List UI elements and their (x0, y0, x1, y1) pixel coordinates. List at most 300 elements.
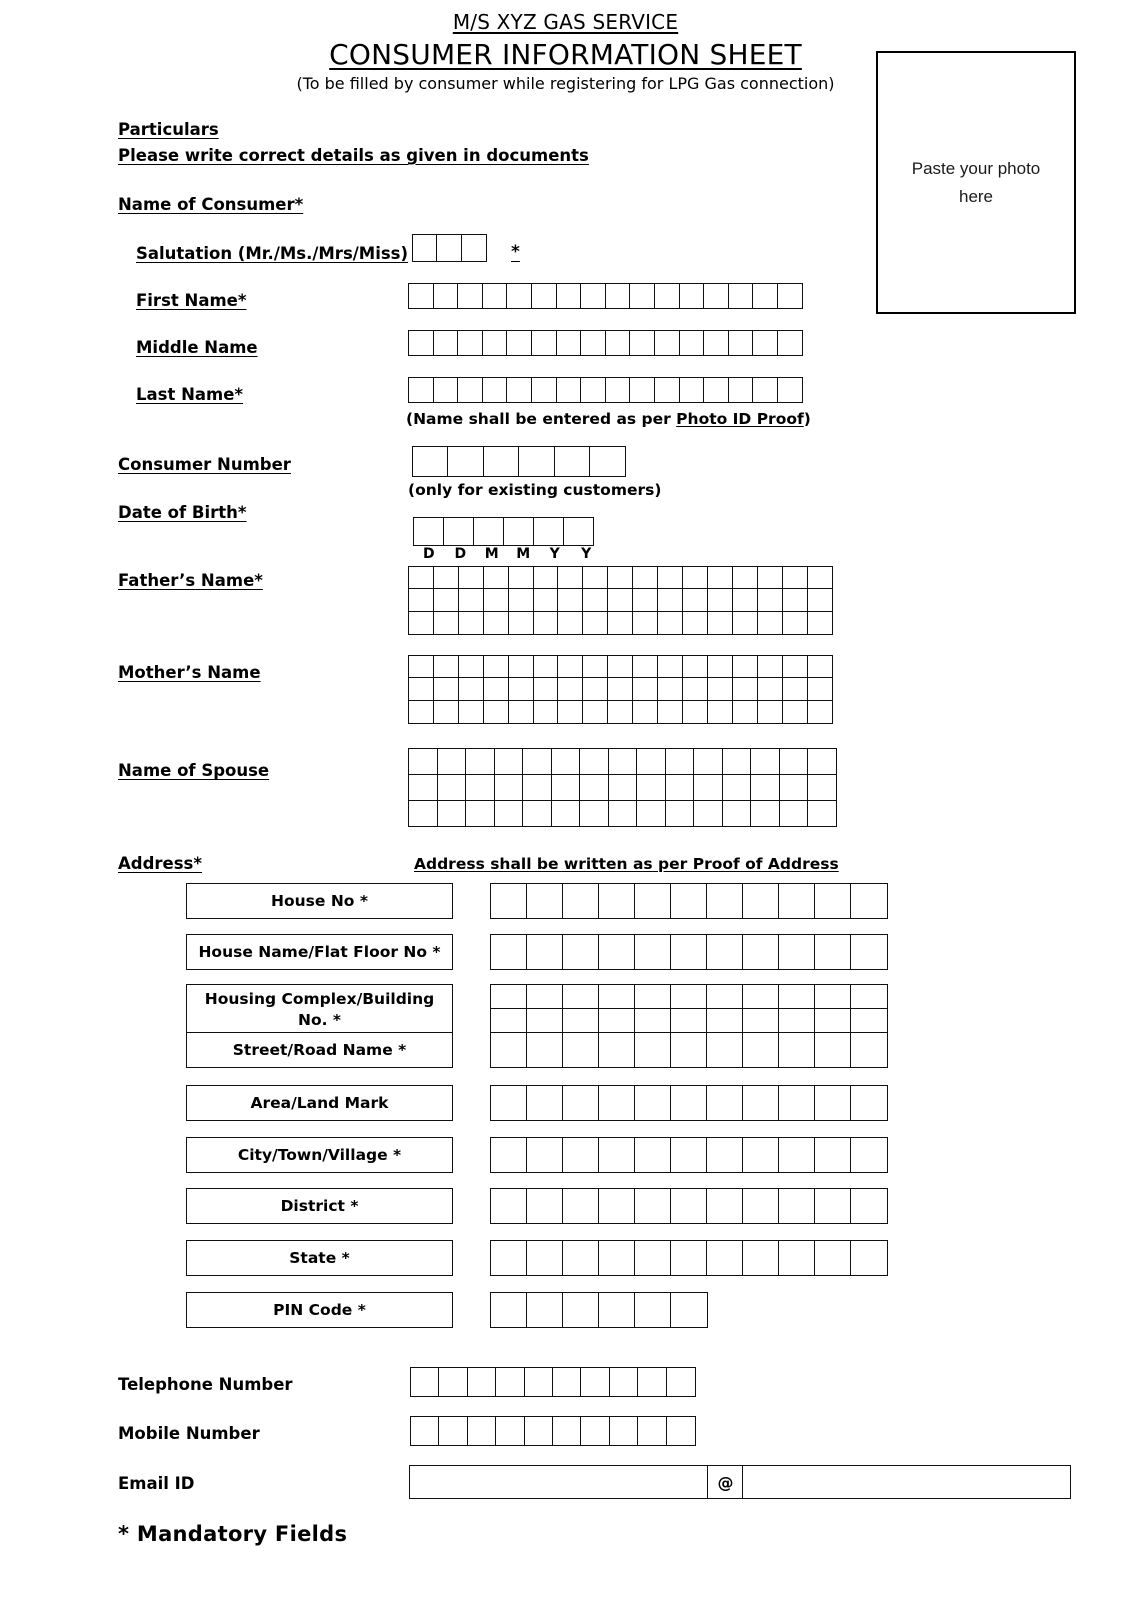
input-cell[interactable] (722, 748, 752, 776)
input-cell[interactable] (607, 677, 634, 701)
input-cell[interactable] (657, 677, 684, 701)
input-cell[interactable] (750, 800, 780, 828)
input-cell[interactable] (657, 588, 684, 612)
input-cell[interactable] (490, 984, 528, 1010)
input-cell[interactable] (490, 1240, 528, 1276)
input-cell[interactable] (413, 517, 445, 546)
date-of-birth-input[interactable] (413, 517, 594, 546)
input-cell[interactable] (579, 774, 609, 802)
input-cell[interactable] (598, 984, 636, 1010)
input-cell[interactable] (634, 1137, 672, 1173)
input-cell[interactable] (752, 330, 778, 356)
input-cell[interactable] (526, 1085, 564, 1121)
input-cell[interactable] (732, 700, 759, 724)
input-cell[interactable] (526, 1032, 564, 1068)
input-cell[interactable] (637, 1367, 667, 1397)
input-cell[interactable] (557, 611, 584, 635)
input-cell[interactable] (483, 677, 510, 701)
input-cell[interactable] (483, 446, 520, 477)
input-cell[interactable] (682, 588, 709, 612)
input-cell[interactable] (508, 677, 535, 701)
input-cell[interactable] (551, 800, 581, 828)
input-cell[interactable] (495, 1367, 525, 1397)
address-field-input[interactable] (490, 883, 888, 919)
input-cell[interactable] (757, 700, 784, 724)
input-cell[interactable] (580, 377, 606, 403)
input-cell[interactable] (506, 330, 532, 356)
input-cell[interactable] (807, 800, 837, 828)
input-cell[interactable] (670, 984, 708, 1010)
input-cell[interactable] (634, 984, 672, 1010)
input-cell[interactable] (524, 1367, 554, 1397)
input-cell[interactable] (722, 800, 752, 828)
input-cell[interactable] (814, 883, 852, 919)
input-cell[interactable] (814, 1008, 852, 1034)
input-cell[interactable] (670, 883, 708, 919)
input-cell[interactable] (438, 1416, 468, 1446)
input-cell[interactable] (437, 774, 467, 802)
input-cell[interactable] (598, 1032, 636, 1068)
input-cell[interactable] (557, 588, 584, 612)
input-cell[interactable] (742, 1240, 780, 1276)
input-cell[interactable] (526, 1188, 564, 1224)
input-cell[interactable] (679, 283, 705, 309)
input-cell[interactable] (807, 748, 837, 776)
input-cell[interactable] (408, 611, 435, 635)
input-cell[interactable] (728, 330, 754, 356)
input-cell[interactable] (557, 700, 584, 724)
photo-paste-area[interactable] (876, 51, 1076, 314)
address-field-input[interactable] (490, 1032, 888, 1068)
input-cell[interactable] (508, 700, 535, 724)
input-cell[interactable] (634, 934, 672, 970)
input-cell[interactable] (707, 611, 734, 635)
input-cell[interactable] (608, 774, 638, 802)
last-name-input[interactable] (408, 377, 803, 403)
input-cell[interactable] (807, 677, 834, 701)
input-cell[interactable] (482, 377, 508, 403)
input-cell[interactable] (580, 1367, 610, 1397)
input-cell[interactable] (850, 1032, 888, 1068)
input-cell[interactable] (807, 774, 837, 802)
input-cell[interactable] (562, 1137, 600, 1173)
input-cell[interactable] (778, 1085, 816, 1121)
input-cell[interactable] (654, 283, 680, 309)
input-cell[interactable] (579, 748, 609, 776)
input-cell[interactable] (634, 1292, 672, 1328)
input-cell[interactable] (433, 588, 460, 612)
input-cell[interactable] (562, 934, 600, 970)
input-cell[interactable] (670, 1085, 708, 1121)
input-cell[interactable] (533, 677, 560, 701)
input-cell[interactable] (814, 934, 852, 970)
input-cell[interactable] (814, 1032, 852, 1068)
input-cell[interactable] (524, 1416, 554, 1446)
input-cell[interactable] (742, 1085, 780, 1121)
input-cell[interactable] (433, 677, 460, 701)
address-field-input[interactable] (490, 1137, 888, 1173)
input-cell[interactable] (782, 700, 809, 724)
input-cell[interactable] (782, 655, 809, 679)
input-cell[interactable] (666, 1367, 696, 1397)
input-cell[interactable] (703, 330, 729, 356)
input-cell[interactable] (589, 446, 626, 477)
input-cell[interactable] (465, 800, 495, 828)
input-cell[interactable] (562, 1008, 600, 1034)
input-cell[interactable] (732, 588, 759, 612)
input-cell[interactable] (526, 1137, 564, 1173)
input-cell[interactable] (777, 330, 803, 356)
input-cell[interactable] (757, 611, 784, 635)
input-cell[interactable] (608, 748, 638, 776)
input-cell[interactable] (728, 283, 754, 309)
input-cell[interactable] (814, 984, 852, 1010)
input-cell[interactable] (637, 1416, 667, 1446)
input-cell[interactable] (531, 377, 557, 403)
input-cell[interactable] (707, 566, 734, 590)
input-cell[interactable] (757, 566, 784, 590)
input-cell[interactable] (634, 1032, 672, 1068)
input-cell[interactable] (850, 984, 888, 1010)
input-cell[interactable] (757, 655, 784, 679)
input-cell[interactable] (682, 611, 709, 635)
input-cell[interactable] (632, 677, 659, 701)
input-cell[interactable] (634, 1188, 672, 1224)
input-cell[interactable] (582, 588, 609, 612)
input-cell[interactable] (607, 588, 634, 612)
input-cell[interactable] (634, 1240, 672, 1276)
input-cell[interactable] (562, 1292, 600, 1328)
input-cell[interactable] (682, 700, 709, 724)
email-domain-input[interactable] (742, 1465, 1071, 1499)
input-cell[interactable] (526, 1008, 564, 1034)
input-cell[interactable] (408, 330, 434, 356)
input-cell[interactable] (636, 774, 666, 802)
name-of-spouse-input[interactable] (408, 748, 837, 827)
input-cell[interactable] (408, 283, 434, 309)
input-cell[interactable] (654, 330, 680, 356)
input-cell[interactable] (490, 1008, 528, 1034)
input-cell[interactable] (458, 677, 485, 701)
input-cell[interactable] (556, 283, 582, 309)
input-cell[interactable] (814, 1188, 852, 1224)
input-cell[interactable] (634, 1008, 672, 1034)
input-cell[interactable] (598, 883, 636, 919)
input-cell[interactable] (609, 1416, 639, 1446)
input-cell[interactable] (531, 283, 557, 309)
input-cell[interactable] (410, 1367, 440, 1397)
input-cell[interactable] (693, 800, 723, 828)
first-name-input[interactable] (408, 283, 803, 309)
input-cell[interactable] (682, 677, 709, 701)
input-cell[interactable] (679, 330, 705, 356)
input-cell[interactable] (443, 517, 475, 546)
input-cell[interactable] (580, 283, 606, 309)
input-cell[interactable] (490, 883, 528, 919)
input-cell[interactable] (533, 655, 560, 679)
input-cell[interactable] (457, 377, 483, 403)
input-cell[interactable] (552, 1367, 582, 1397)
input-cell[interactable] (752, 283, 778, 309)
input-cell[interactable] (408, 377, 434, 403)
input-cell[interactable] (632, 700, 659, 724)
input-cell[interactable] (750, 748, 780, 776)
input-cell[interactable] (605, 330, 631, 356)
input-cell[interactable] (728, 377, 754, 403)
input-cell[interactable] (706, 934, 744, 970)
input-cell[interactable] (850, 883, 888, 919)
address-field-input[interactable] (490, 1085, 888, 1121)
input-cell[interactable] (408, 566, 435, 590)
salutation-input[interactable] (412, 234, 487, 262)
input-cell[interactable] (607, 611, 634, 635)
input-cell[interactable] (556, 330, 582, 356)
input-cell[interactable] (636, 800, 666, 828)
input-cell[interactable] (438, 1367, 468, 1397)
email-local-input[interactable] (409, 1465, 709, 1499)
input-cell[interactable] (494, 774, 524, 802)
input-cell[interactable] (598, 1137, 636, 1173)
input-cell[interactable] (562, 1032, 600, 1068)
input-cell[interactable] (494, 748, 524, 776)
input-cell[interactable] (433, 700, 460, 724)
input-cell[interactable] (742, 1008, 780, 1034)
input-cell[interactable] (582, 611, 609, 635)
input-cell[interactable] (778, 1008, 816, 1034)
input-cell[interactable] (408, 588, 435, 612)
input-cell[interactable] (490, 934, 528, 970)
input-cell[interactable] (629, 330, 655, 356)
input-cell[interactable] (778, 1137, 816, 1173)
input-cell[interactable] (742, 1188, 780, 1224)
input-cell[interactable] (483, 655, 510, 679)
input-cell[interactable] (551, 748, 581, 776)
input-cell[interactable] (732, 611, 759, 635)
input-cell[interactable] (777, 283, 803, 309)
telephone-input[interactable] (410, 1367, 696, 1397)
input-cell[interactable] (582, 566, 609, 590)
input-cell[interactable] (582, 677, 609, 701)
input-cell[interactable] (742, 883, 780, 919)
input-cell[interactable] (670, 1292, 708, 1328)
input-cell[interactable] (778, 934, 816, 970)
input-cell[interactable] (636, 748, 666, 776)
input-cell[interactable] (408, 677, 435, 701)
input-cell[interactable] (412, 446, 449, 477)
input-cell[interactable] (777, 377, 803, 403)
input-cell[interactable] (782, 611, 809, 635)
input-cell[interactable] (465, 774, 495, 802)
input-cell[interactable] (657, 700, 684, 724)
input-cell[interactable] (408, 700, 435, 724)
input-cell[interactable] (465, 748, 495, 776)
input-cell[interactable] (629, 283, 655, 309)
input-cell[interactable] (557, 566, 584, 590)
input-cell[interactable] (458, 700, 485, 724)
input-cell[interactable] (526, 883, 564, 919)
input-cell[interactable] (562, 1085, 600, 1121)
input-cell[interactable] (508, 566, 535, 590)
input-cell[interactable] (807, 566, 834, 590)
input-cell[interactable] (632, 566, 659, 590)
input-cell[interactable] (562, 1188, 600, 1224)
input-cell[interactable] (483, 566, 510, 590)
input-cell[interactable] (665, 774, 695, 802)
input-cell[interactable] (457, 283, 483, 309)
input-cell[interactable] (706, 1137, 744, 1173)
input-cell[interactable] (706, 1032, 744, 1068)
input-cell[interactable] (598, 1008, 636, 1034)
input-cell[interactable] (482, 283, 508, 309)
input-cell[interactable] (458, 611, 485, 635)
input-cell[interactable] (457, 330, 483, 356)
address-field-input[interactable] (490, 1240, 888, 1276)
input-cell[interactable] (598, 1085, 636, 1121)
input-cell[interactable] (533, 517, 565, 546)
input-cell[interactable] (408, 774, 438, 802)
input-cell[interactable] (814, 1085, 852, 1121)
fathers-name-input[interactable] (408, 566, 833, 635)
input-cell[interactable] (557, 655, 584, 679)
input-cell[interactable] (582, 655, 609, 679)
input-cell[interactable] (778, 1188, 816, 1224)
input-cell[interactable] (679, 377, 705, 403)
input-cell[interactable] (707, 588, 734, 612)
input-cell[interactable] (609, 1367, 639, 1397)
input-cell[interactable] (707, 655, 734, 679)
input-cell[interactable] (706, 984, 744, 1010)
input-cell[interactable] (607, 566, 634, 590)
input-cell[interactable] (732, 566, 759, 590)
input-cell[interactable] (742, 1137, 780, 1173)
input-cell[interactable] (757, 588, 784, 612)
input-cell[interactable] (412, 234, 438, 262)
input-cell[interactable] (531, 330, 557, 356)
input-cell[interactable] (563, 517, 595, 546)
input-cell[interactable] (582, 700, 609, 724)
input-cell[interactable] (742, 934, 780, 970)
input-cell[interactable] (580, 330, 606, 356)
input-cell[interactable] (551, 774, 581, 802)
input-cell[interactable] (533, 588, 560, 612)
input-cell[interactable] (814, 1137, 852, 1173)
input-cell[interactable] (807, 700, 834, 724)
input-cell[interactable] (632, 611, 659, 635)
input-cell[interactable] (693, 748, 723, 776)
mothers-name-input[interactable] (408, 655, 833, 724)
input-cell[interactable] (722, 774, 752, 802)
input-cell[interactable] (682, 655, 709, 679)
input-cell[interactable] (850, 1137, 888, 1173)
input-cell[interactable] (605, 283, 631, 309)
input-cell[interactable] (506, 377, 532, 403)
input-cell[interactable] (607, 655, 634, 679)
input-cell[interactable] (562, 984, 600, 1010)
input-cell[interactable] (657, 655, 684, 679)
input-cell[interactable] (632, 655, 659, 679)
input-cell[interactable] (782, 588, 809, 612)
input-cell[interactable] (807, 588, 834, 612)
input-cell[interactable] (562, 883, 600, 919)
input-cell[interactable] (779, 774, 809, 802)
input-cell[interactable] (433, 566, 460, 590)
input-cell[interactable] (552, 1416, 582, 1446)
input-cell[interactable] (522, 800, 552, 828)
input-cell[interactable] (657, 566, 684, 590)
input-cell[interactable] (706, 1008, 744, 1034)
input-cell[interactable] (473, 517, 505, 546)
input-cell[interactable] (732, 677, 759, 701)
input-cell[interactable] (706, 1188, 744, 1224)
input-cell[interactable] (437, 748, 467, 776)
input-cell[interactable] (508, 588, 535, 612)
input-cell[interactable] (554, 446, 591, 477)
input-cell[interactable] (752, 377, 778, 403)
input-cell[interactable] (437, 800, 467, 828)
input-cell[interactable] (665, 748, 695, 776)
input-cell[interactable] (703, 283, 729, 309)
input-cell[interactable] (703, 377, 729, 403)
input-cell[interactable] (670, 934, 708, 970)
input-cell[interactable] (807, 611, 834, 635)
input-cell[interactable] (670, 1188, 708, 1224)
input-cell[interactable] (670, 1240, 708, 1276)
input-cell[interactable] (579, 800, 609, 828)
input-cell[interactable] (778, 984, 816, 1010)
address-field-input[interactable] (490, 1292, 708, 1328)
input-cell[interactable] (533, 700, 560, 724)
input-cell[interactable] (778, 1240, 816, 1276)
input-cell[interactable] (598, 1292, 636, 1328)
address-field-input[interactable] (490, 934, 888, 970)
input-cell[interactable] (408, 748, 438, 776)
input-cell[interactable] (483, 700, 510, 724)
input-cell[interactable] (598, 1240, 636, 1276)
input-cell[interactable] (850, 1085, 888, 1121)
input-cell[interactable] (850, 934, 888, 970)
input-cell[interactable] (490, 1188, 528, 1224)
input-cell[interactable] (706, 883, 744, 919)
input-cell[interactable] (556, 377, 582, 403)
input-cell[interactable] (494, 800, 524, 828)
input-cell[interactable] (433, 655, 460, 679)
input-cell[interactable] (778, 883, 816, 919)
input-cell[interactable] (433, 611, 460, 635)
input-cell[interactable] (608, 800, 638, 828)
input-cell[interactable] (670, 1008, 708, 1034)
consumer-number-input[interactable] (412, 446, 626, 477)
input-cell[interactable] (482, 330, 508, 356)
input-cell[interactable] (467, 1416, 497, 1446)
input-cell[interactable] (693, 774, 723, 802)
input-cell[interactable] (814, 1240, 852, 1276)
input-cell[interactable] (707, 700, 734, 724)
input-cell[interactable] (670, 1137, 708, 1173)
input-cell[interactable] (598, 1188, 636, 1224)
input-cell[interactable] (433, 377, 459, 403)
input-cell[interactable] (666, 1416, 696, 1446)
input-cell[interactable] (490, 1032, 528, 1068)
input-cell[interactable] (518, 446, 555, 477)
input-cell[interactable] (682, 566, 709, 590)
input-cell[interactable] (522, 748, 552, 776)
input-cell[interactable] (433, 330, 459, 356)
input-cell[interactable] (408, 655, 435, 679)
input-cell[interactable] (732, 655, 759, 679)
input-cell[interactable] (458, 566, 485, 590)
input-cell[interactable] (458, 588, 485, 612)
input-cell[interactable] (410, 1416, 440, 1446)
